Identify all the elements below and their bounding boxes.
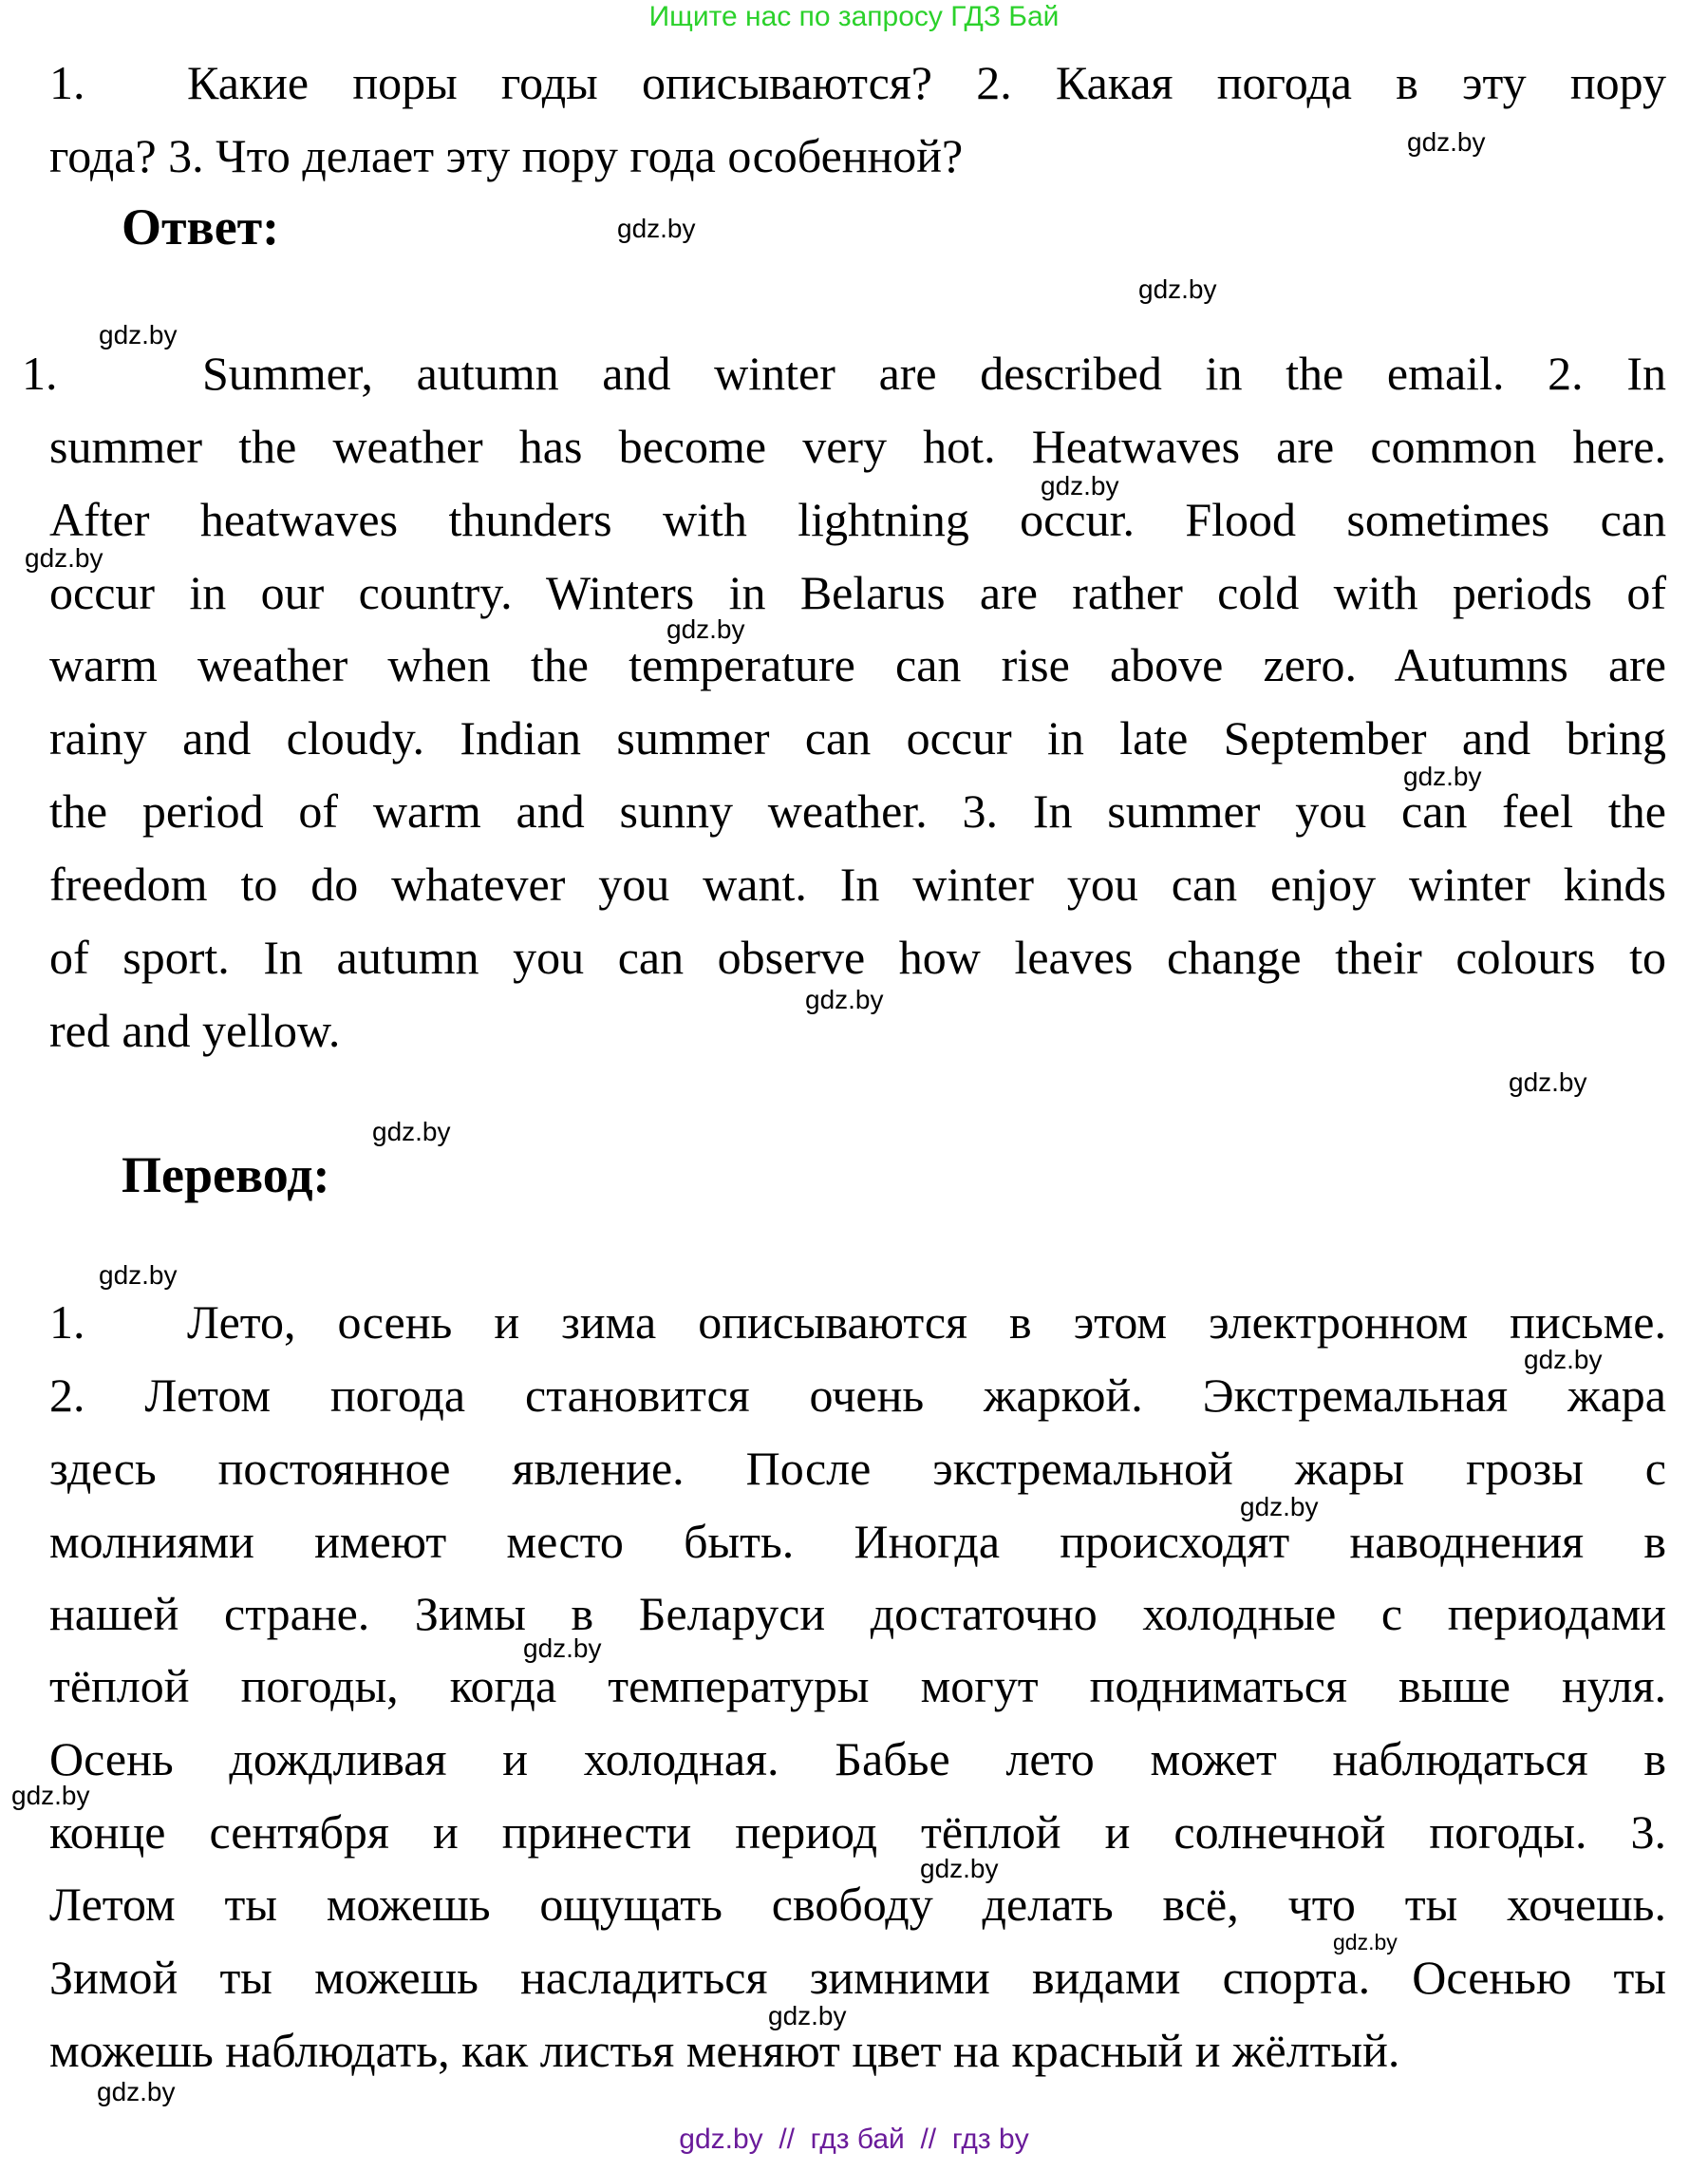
answer-heading: Ответ: (122, 198, 280, 255)
footer-links: gdz.by // гдз бай // гдз by (679, 2124, 1029, 2155)
watermark: gdz.by (1509, 1067, 1587, 1097)
watermark: gdz.by (11, 1781, 90, 1810)
watermark: gdz.by (666, 614, 745, 644)
answer-line: summer the weather has become very hot. Heatwaves are common here. (49, 420, 1666, 473)
watermark: gdz.by (617, 214, 696, 243)
translation-line: можешь наблюдать, как листья меняют цвет на красный и жёлтый. (49, 2024, 1400, 2077)
translation-line: Зимой ты можешь насладиться зимними видами спорта. Осенью ты (49, 1951, 1666, 2004)
watermark: gdz.by (1524, 1345, 1603, 1374)
watermark: gdz.by (768, 2001, 847, 2030)
watermark: gdz.by (99, 320, 178, 349)
watermark: gdz.by (25, 543, 103, 573)
translation-line: конце сентября и принести период тёплой и солнечной погоды. 3. (49, 1805, 1666, 1859)
watermark: gdz.by (920, 1854, 999, 1883)
watermark: gdz.by (372, 1117, 451, 1146)
answer-line: After heatwaves thunders with lightning occur. Flood sometimes can (49, 493, 1666, 546)
answer-line: warm weather when the temperature can rise above zero. Autumns are (49, 638, 1666, 691)
watermark: gdz.by (1041, 471, 1119, 500)
translation-line: Летом ты можешь ощущать свободу делать всё, что ты хочешь. (49, 1878, 1666, 1931)
watermark: gdz.by (1138, 274, 1217, 304)
question-number: 1. (49, 56, 85, 109)
question-line: года? 3. Что делает эту пору года особенной? (49, 129, 964, 182)
watermark: gdz.by (1407, 127, 1486, 157)
translation-heading: Перевод: (122, 1146, 330, 1203)
search-hint-banner: Ищите нас по запросу ГДЗ Бай (648, 1, 1060, 32)
watermark: gdz.by (97, 2077, 176, 2106)
answer-line: rainy and cloudy. Indian summer can occur in late September and bring (49, 711, 1666, 765)
answer-number: 1. (22, 347, 58, 400)
answer-line: occur in our country. Winters in Belarus are rather cold with periods of (49, 566, 1666, 619)
watermark: gdz.by (523, 1633, 602, 1663)
translation-line: Лето, осень и зима описываются в этом электронном письме. (187, 1295, 1666, 1349)
answer-line: the period of warm and sunny weather. 3. In summer you can feel the (49, 784, 1666, 838)
answer-line: freedom to do whatever you want. In winter you can enjoy winter kinds (49, 858, 1666, 911)
translation-line: молниями имеют место быть. Иногда происходят наводнения в (49, 1515, 1666, 1568)
translation-line: Осень дождливая и холодная. Бабье лето может наблюдаться в (49, 1732, 1666, 1785)
answer-line: red and yellow. (49, 1004, 341, 1057)
watermark: gdz.by (99, 1260, 178, 1290)
translation-line: здесь постоянное явление. После экстремальной жары грозы с (49, 1442, 1666, 1495)
translation-number: 1. (49, 1295, 85, 1349)
translation-line: тёплой погоды, когда температуры могут подниматься выше нуля. (49, 1659, 1666, 1712)
translation-line: нашей стране. Зимы в Беларуси достаточно холодные с периодами (49, 1587, 1666, 1640)
answer-line: of sport. In autumn you can observe how leaves change their colours to (49, 931, 1666, 984)
watermark: gdz.by (1240, 1492, 1319, 1521)
watermark: gdz.by (1403, 762, 1482, 791)
answer-line: Summer, autumn and winter are described in the email. 2. In (202, 347, 1666, 400)
question-line: Какие поры годы описываются? 2. Какая погода в эту пору (187, 56, 1666, 109)
watermark: gdz.by (805, 985, 884, 1014)
translation-line: 2. Летом погода становится очень жаркой. Экстремальная жара (49, 1369, 1666, 1422)
watermark: gdz.by (1333, 1930, 1398, 1954)
